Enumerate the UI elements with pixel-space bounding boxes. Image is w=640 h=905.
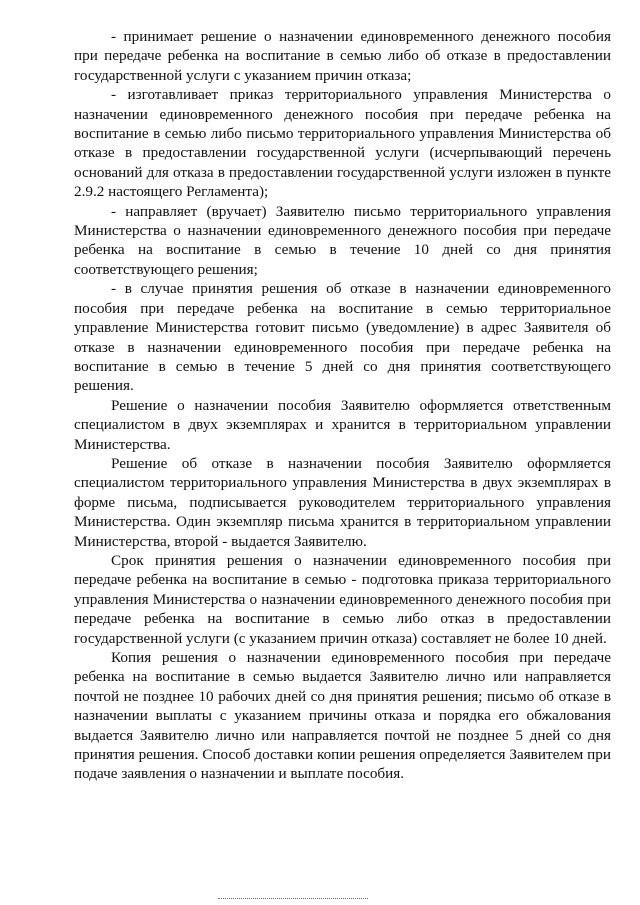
paragraph-decision: - принимает решение о назначении единовременного денежного пособия при передаче ребенка на воспитание в семью либо об отказе в предоставлении государственной услуги с указанием причин отказа; xyxy=(74,28,611,84)
paragraph-notification-sending: - направляет (вручает) Заявителю письмо территориального управления Министерства о назначении единовременного денежного пособия при передаче ребенка на воспитание в семью в течение 10 дней со дня принятия соответствующего решения; xyxy=(74,202,611,278)
paragraph-copy-delivery: Копия решения о назначении единовременного пособия при передаче ребенка на воспитание в семью выдается Заявителю лично или направляется почтой не позднее 10 рабочих дней со дня принятия решения; письмо об отказе в назначении выплаты с указанием причины отказа и порядка его обжалования выдается Заявителю лично или направляется почтой не позднее 5 дней со дня принятия решения. Способ доставки копии решения определяется Заявителем при подаче заявления о назначении и выплате пособия. xyxy=(74,649,611,783)
paragraph-approval-storage: Решение о назначении пособия Заявителю оформляется ответственным специалистом в двух экземплярах и хранится в территориальном управлении Министерства. xyxy=(74,396,611,453)
paragraph-refusal-notice: - в случае принятия решения об отказе в назначении единовременного пособия при передаче ребенка на воспитание в семью территориальное управление Министерства готовит письмо (уведомление) в адрес Заявителя об отказе в назначении единовременного пособия при передаче ребенка на воспитание в семью в течение 5 дней со дня принятия соответствующего решения. xyxy=(74,280,611,395)
paragraph-refusal-storage: Решение об отказе в назначении пособия Заявителю оформляется специалистом территориального управления Министерства в двух экземплярах в форме письма, подписывается руководителем территориального управления Министерства. Один экземпляр письма хранится в территориальном управлении Министерства, второй - выдается Заявителю. xyxy=(74,454,611,550)
page-bottom-divider xyxy=(218,898,368,901)
document-body xyxy=(74,27,611,784)
paragraph-decision-deadline: Срок принятия решения о назначении единовременного пособия при передаче ребенка на воспитание в семью - подготовка приказа территориального управления Министерства о назначении единовременного денежного пособия при передаче ребенка на воспитание в семью либо отказ в предоставлении государственной услуги (с указанием причин отказа) составляет не более 10 дней. xyxy=(74,551,611,647)
paragraph-order-preparation: - изготавливает приказ территориального управления Министерства о назначении единовременного денежного пособия при передаче ребенка на воспитание в семью либо письмо территориального управления Министерства об отказе в предоставлении государственной услуги (исчерпывающий перечень оснований для отказа в предоставлении государственной услуги изложен в пункте 2.9.2 настоящего Регламента); xyxy=(74,86,611,201)
